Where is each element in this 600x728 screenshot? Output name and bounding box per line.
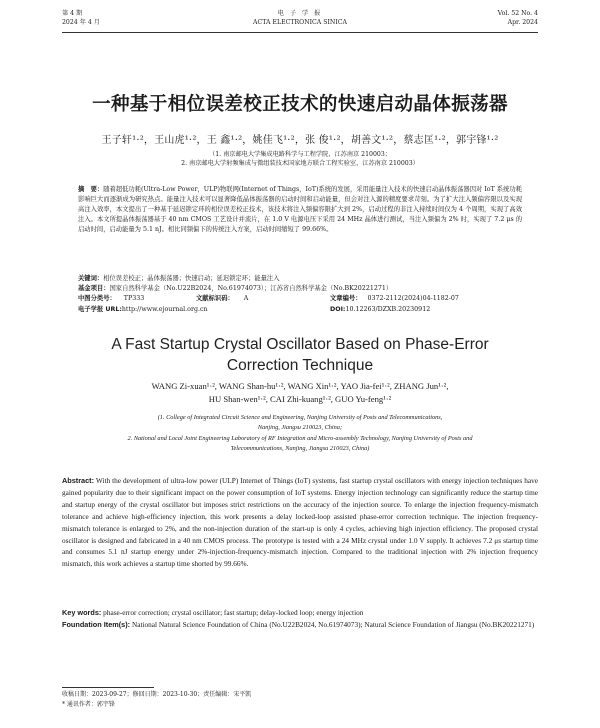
fund-text: 国家自然科学基金（No.U22B2024，No.61974073）；江苏省自然科学基金（No.BK20221271） xyxy=(109,285,393,293)
article-no-value: 0372-2112(2024)04-1182-07 xyxy=(367,295,459,303)
date-cn: 2024 年 4 月 xyxy=(62,19,100,26)
clc-value: TP333 xyxy=(123,295,145,303)
foundation-en-label: Foundation Item(s): xyxy=(62,619,131,629)
url-doi-row xyxy=(78,305,522,315)
authors-en xyxy=(80,380,520,405)
authors-cn: 王子轩¹·²，王山虎¹·²，王 鑫¹·²，姚佳飞¹·²，张 俊¹·²，胡善文¹·²，蔡志匡¹·²，郭宇锋¹·² xyxy=(101,135,499,146)
volume-number: Vol. 52 No. 4 xyxy=(497,10,538,17)
date-en: Apr. 2024 xyxy=(507,19,538,26)
issue-cn: 第 4 期 xyxy=(62,10,83,17)
authors-en-line-2: HU Shan-wen¹·², CAI Zhi-kuang¹·², GUO Yu-feng¹·² xyxy=(208,393,392,404)
keywords-en-label: Key words: xyxy=(62,608,102,617)
keywords-cn-label: 关键词： xyxy=(78,275,104,282)
footnote-rule xyxy=(62,687,154,688)
url-label: 电子学报 URL: xyxy=(78,305,122,313)
journal-name-cn: 电 子 学 报 xyxy=(277,10,323,17)
header-rule xyxy=(62,32,538,33)
doc-code-value: A xyxy=(243,295,249,303)
paper-title-cn: 一种基于相位误差校正技术的快速启动晶体振荡器 xyxy=(92,94,508,115)
title-en-line-1: A Fast Startup Crystal Oscillator Based on Phase-Error xyxy=(111,336,489,353)
abstract-en xyxy=(62,475,538,570)
fund-label: 基金项目： xyxy=(78,285,110,293)
paper-title-en xyxy=(70,334,530,376)
header-right xyxy=(498,9,538,27)
affiliation-en-line-3: 2. National and Local Joint Engineering Laboratory of RF Integration and Micro-assembly Technology, Nanjing University of Posts and xyxy=(127,434,473,442)
header-center xyxy=(62,9,538,27)
running-header xyxy=(62,9,538,33)
abstract-cn-text: 随着超低功耗(Ultra-Low Power，ULP)物联网(Internet of Things，IoT)系统的发展，采用能量注入技术的快速启动晶体振荡器因对 IoT 系统功耗影响巨大而逐渐成为研究热点。能量注入技术可以显著降低晶体振荡器的启动时间和启动能量，但会对注入源的精度要求苛刻。为了扩大注入频偏容限以及实现高注入效率，本文提出了一种基于延迟锁定环的相位误差校正技术，该技术将注入频偏容限扩大到 2%，启动过程的非注入持续时间仅为 4 个周期，实现了高效注入。本文所提晶体振荡器基于 40 nm CMOS 工艺设计并流片，在 1.0 V 电源电压下采用 24 MHz 晶体进行测试，当注入频偏为 2% 时，实现了 7.2 μs 的启动时间，启动能量为 5.1 nJ。相比同频偏下的传统注入方案，启动时间缩短了 99.66%。 xyxy=(78,186,523,233)
footnote-received: 收稿日期：2023-09-27；修回日期：2023-10-30；责任编辑：宋平凯 xyxy=(62,691,252,698)
journal-name-en: ACTA ELECTRONICA SINICA xyxy=(253,19,347,26)
foundation-en-row xyxy=(62,619,538,631)
journal-url-link[interactable]: http://www.ejournal.org.cn xyxy=(121,305,208,313)
doc-code-label: 文献标识码： xyxy=(196,295,234,303)
article-no-label: 文章编号： xyxy=(330,295,362,303)
clc-label: 中图分类号： xyxy=(78,295,116,303)
metadata-block xyxy=(78,274,522,315)
abstract-en-label: Abstract: xyxy=(62,476,95,485)
authors-en-line-1: WANG Zi-xuan¹·², WANG Shan-hu¹·², WANG Xin¹·², YAO Jia-fei¹·², ZHANG Jun¹·², xyxy=(151,381,449,391)
abstract-en-text: With the development of ultra-low power (ULP) Internet of Things (IoT) systems, fast startup crystal oscillators with energy injection techniques have gained popularity due to their significant impact on the power consumption of IoT systems. Energy injection technology can significantly reduce the startup time and startup energy of the crystal oscillator but imposes strict restrictions on the accuracy of the injection source. To enlarge the injection frequency-mismatch tolerance and achieve high-efficiency injection, this work presents a delay locked-loop assisted phase-error correction technique. The injection frequency-mismatch tolerance is enlarged to 2%, and the non-injection duration of the start-up is only 4 cycles, achieving high injection efficiency. The proposed crystal oscillator is designed and fabricated in a 40 nm CMOS process. The prototype is tested with a 24 MHz crystal under 1.0 V supply. It achieves 7.2 μs startup time and consumes 5.1 nJ startup energy under 2%-injection-frequency-mismatch injection. Compared to the traditional injection with 2% injection frequency mismatch, this work achieves a startup time shorted by 99.66%. xyxy=(62,476,538,569)
affiliation-cn-1: （1. 南京邮电大学集成电路科学与工程学院，江苏南京 210003； xyxy=(209,151,391,158)
keywords-cn: 相位误差校正；晶体振荡器；快速启动；延迟锁定环；能量注入 xyxy=(103,275,280,282)
foundation-en-text: National Natural Science Foundation of China (No.U22B2024, No.61974073); Natural Science Foundation of Jiangsu (No.BK20221271) xyxy=(131,619,535,629)
title-en-line-2: Correction Technique xyxy=(226,357,374,374)
keywords-foundation-en xyxy=(62,607,538,631)
footnote-corresponding-author: * 通讯作者：郭宇锋 xyxy=(62,700,115,708)
doi-link[interactable]: 10.12263/DZXB.20230912 xyxy=(345,305,431,313)
abstract-cn xyxy=(78,185,522,235)
abstract-cn-label: 摘 要： xyxy=(78,186,104,193)
footnote xyxy=(62,690,538,709)
keywords-cn-row xyxy=(78,274,522,284)
doi-label: DOI: xyxy=(330,305,346,313)
affiliation-cn-2: 2. 南京邮电大学射频集成与微组装技术国家地方联合工程实验室，江苏南京 210003） xyxy=(181,160,419,167)
keywords-en-row xyxy=(62,607,538,619)
affiliation-en-line-1: (1. College of Integrated Circuit Science and Engineering, Nanjing University of Posts and Telecommunications, xyxy=(157,414,443,421)
affiliation-en-line-2: Nanjing, Jiangsu 210023, China; xyxy=(257,424,343,432)
fund-row xyxy=(78,284,522,294)
keywords-en-text: phase-error correction; crystal oscillator; fast startup; delay-locked loop; energy injection xyxy=(103,608,364,617)
classification-row xyxy=(78,294,522,304)
affiliation-en-line-4: Telecommunications, Nanjing, Jiangsu 210023, China) xyxy=(230,445,370,453)
affiliations-en xyxy=(96,413,504,455)
